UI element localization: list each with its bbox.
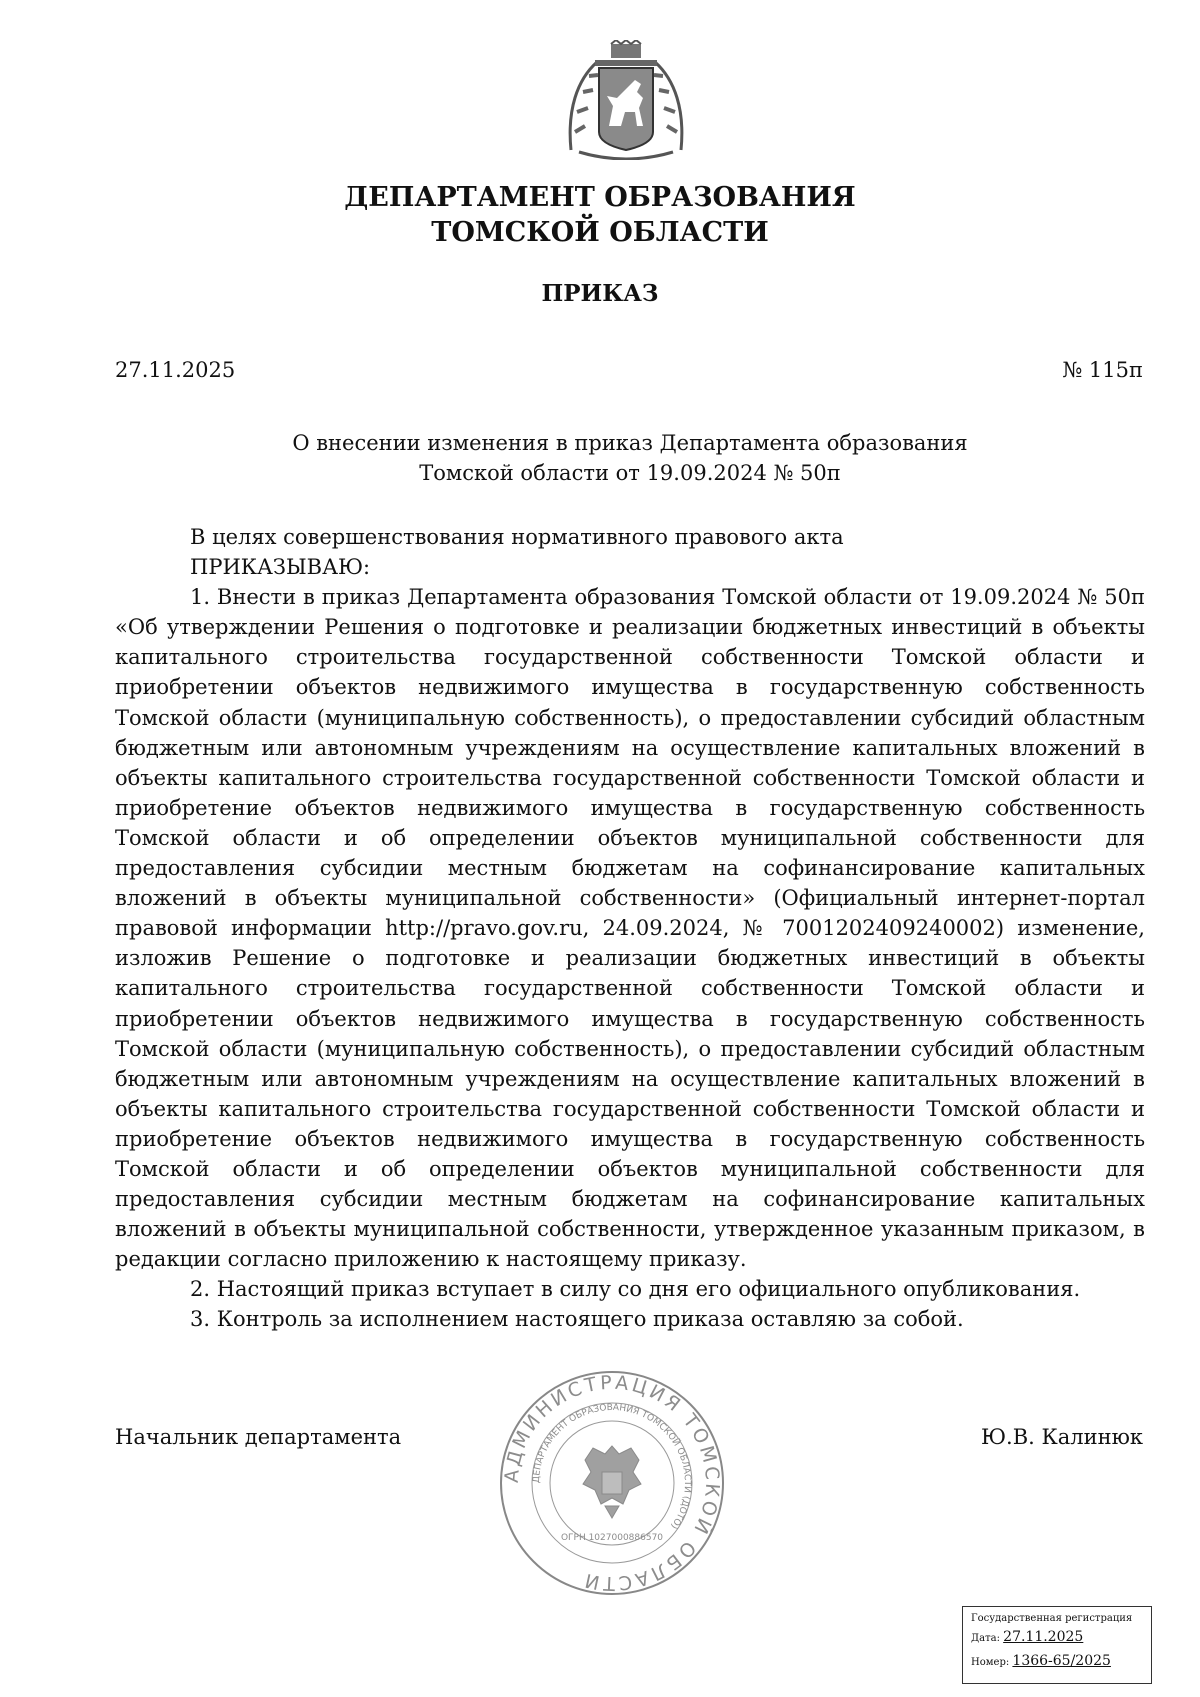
command-word: ПРИКАЗЫВАЮ: [190, 555, 371, 580]
department-title [0, 180, 1200, 250]
double-headed-eagle-icon [583, 1446, 641, 1518]
signatory-position: Начальник департамента [115, 1425, 402, 1449]
registration-date-value: 27.11.2025 [1003, 1629, 1084, 1645]
registration-number-label: Номер: [971, 1657, 1010, 1668]
order-item-1: 1. Внести в приказ Департамента образования Томской области от 19.09.2024 № 50п «Об утверждении Решения о подготовке и реализации бюджетных инвестиций в объекты капитального строительства государственной собственности Томской области и приобретении объектов недвижимого имущества в государственную собственность Томской области (муниципальную собственность), о предоставлении субсидий областным бюджетным или автономным учреждениям на осуществление капитальных вложений в объекты капитального строительства государственной собственности Томской области и приобретение объектов недвижимого имущества в государственную собственность Томской области и об определении объектов муниципальной собственности для предоставления субсидии местным бюджетам на софинансирование капитальных вложений в объекты муниципальной собственности» (Официальный интернет-портал правовой информации http://pravo.gov.ru, 24.09.2024, № 7001202409240002) изменение, изложив Решение о подготовке и реализации бюджетных инвестиций в объекты капитального строительства государственной собственности Томской области и приобретении объектов недвижимого имущества в государственную собственность Томской области (муниципальную собственность), о предоставлении субсидий областным бюджетным или автономным учреждениям на осуществление капитальных вложений в объекты капитального строительства государственной собственности Томской области и приобретение объектов недвижимого имущества в государственную собственность Томской области и об определении объектов муниципальной собственности для предоставления субсидии местным бюджетам на софинансирование капитальных вложений в объекты муниципальной собственности, утвержденное указанным приказом, в редакции согласно приложению к настоящему приказу. [115, 585, 1145, 1272]
order-item-2: 2. Настоящий приказ вступает в силу со дня его официального опубликования. [190, 1277, 1081, 1302]
coat-of-arms-icon [565, 40, 687, 160]
seal-outer-text: АДМИНИСТРАЦИЯ ТОМСКОЙ ОБЛАСТИ [500, 1371, 724, 1595]
order-subject [150, 428, 1110, 488]
order-body [115, 522, 1145, 1335]
registration-number-value: 1366-65/2025 [1012, 1653, 1111, 1669]
order-subject-line2: Томской области от 19.09.2024 № 50п [419, 461, 841, 485]
seal-inner-text: ДЕПАРТАМЕНТ ОБРАЗОВАНИЯ ТОМСКОЙ ОБЛАСТИ (ДОТО) [531, 1402, 693, 1531]
order-subject-line1: О внесении изменения в приказ Департамента образования [292, 431, 968, 455]
registration-box [962, 1606, 1152, 1684]
purpose-statement: В целях совершенствования нормативного правового акта [190, 525, 844, 549]
order-number: № 115п [1062, 358, 1143, 382]
department-title-line1: ДЕПАРТАМЕНТ ОБРАЗОВАНИЯ [344, 182, 856, 213]
registration-number-row [971, 1650, 1143, 1674]
official-seal [497, 1368, 727, 1598]
registration-date-row [971, 1626, 1143, 1650]
document-kind: ПРИКАЗ [541, 280, 659, 307]
registration-date-label: Дата: [971, 1633, 1000, 1644]
registration-title: Государственная регистрация [971, 1613, 1133, 1624]
signatory-name: Ю.В. Калинюк [980, 1425, 1143, 1449]
seal-ogrn: ОГРН 1027000886570 [560, 1533, 664, 1543]
order-date: 27.11.2025 [115, 358, 236, 382]
department-title-line2: ТОМСКОЙ ОБЛАСТИ [431, 217, 769, 248]
order-item-3: 3. Контроль за исполнением настоящего приказа оставляю за собой. [190, 1307, 964, 1332]
